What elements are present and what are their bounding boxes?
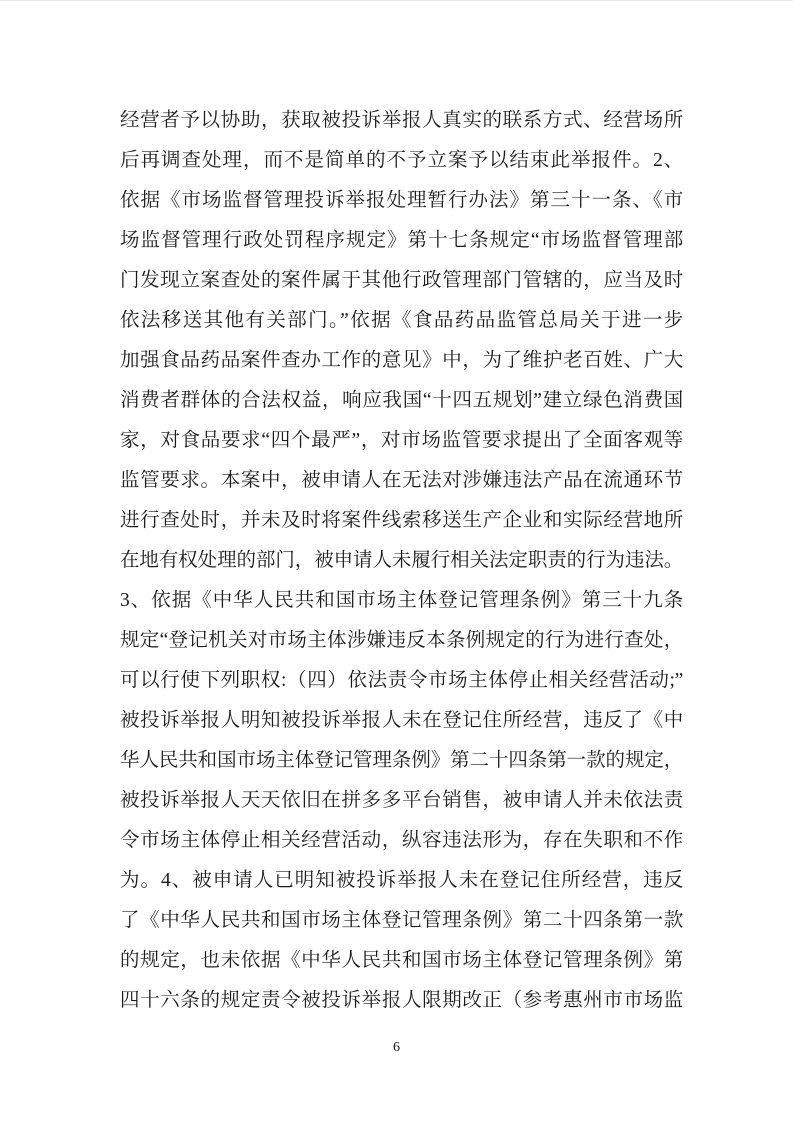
text-line: 在地有权处理的部门，被申请人未履行相关法定职责的行为违法。: [120, 550, 683, 571]
page-number: 6: [393, 1040, 400, 1055]
body-text-block: [120, 101, 683, 1021]
text-line: 四十六条的规定责令被投诉举报人限期改正（参考惠州市市场监: [120, 990, 683, 1011]
text-line: 被投诉举报人天天依旧在拼多多平台销售，被申请人并未依法责: [120, 790, 683, 811]
text-line: 令市场主体停止相关经营活动，纵容违法形为，存在失职和不作: [120, 830, 683, 851]
text-line: 依法移送其他有关部门。”依据《食品药品监管总局关于进一步: [120, 310, 683, 331]
text-line: 家，对食品要求“四个最严”，对市场监管要求提出了全面客观等: [120, 430, 683, 451]
text-line: 华人民共和国市场主体登记管理条例》第二十四条第一款的规定，: [120, 750, 683, 771]
text-line: 3、依据《中华人民共和国市场主体登记管理条例》第三十九条: [120, 590, 683, 611]
text-line: 为。4、被申请人已明知被投诉举报人未在登记住所经营，违反: [120, 870, 683, 891]
text-line: 消费者群体的合法权益，响应我国“十四五规划”建立绿色消费国: [120, 390, 683, 411]
text-line: 进行查处时，并未及时将案件线索移送生产企业和实际经营地所: [120, 510, 683, 531]
text-line: 规定“登记机关对市场主体涉嫌违反本条例规定的行为进行查处，: [120, 630, 683, 651]
text-line: 被投诉举报人明知被投诉举报人未在登记住所经营，违反了《中: [120, 710, 683, 731]
text-line: 加强食品药品案件查办工作的意见》中，为了维护老百姓、广大: [120, 350, 683, 371]
text-line: 依据《市场监督管理投诉举报处理暂行办法》第三十一条、《市: [120, 190, 683, 211]
text-line: 监管要求。本案中，被申请人在无法对涉嫌违法产品在流通环节: [120, 470, 683, 491]
text-line: 可以行使下列职权:（四）依法责令市场主体停止相关经营活动;”: [120, 670, 683, 691]
text-line: 门发现立案查处的案件属于其他行政管理部门管辖的，应当及时: [120, 270, 683, 291]
text-line: 场监督管理行政处罚程序规定》第十七条规定“市场监督管理部: [120, 230, 683, 251]
page-footer: [0, 1038, 793, 1056]
text-line: 的规定，也未依据《中华人民共和国市场主体登记管理条例》第: [120, 950, 683, 971]
text-line: 经营者予以协助，获取被投诉举报人真实的联系方式、经营场所: [120, 110, 683, 131]
text-line: 了《中华人民共和国市场主体登记管理条例》第二十四条第一款: [120, 910, 683, 931]
text-line: 后再调查处理，而不是简单的不予立案予以结束此举报件。2、: [120, 150, 683, 171]
